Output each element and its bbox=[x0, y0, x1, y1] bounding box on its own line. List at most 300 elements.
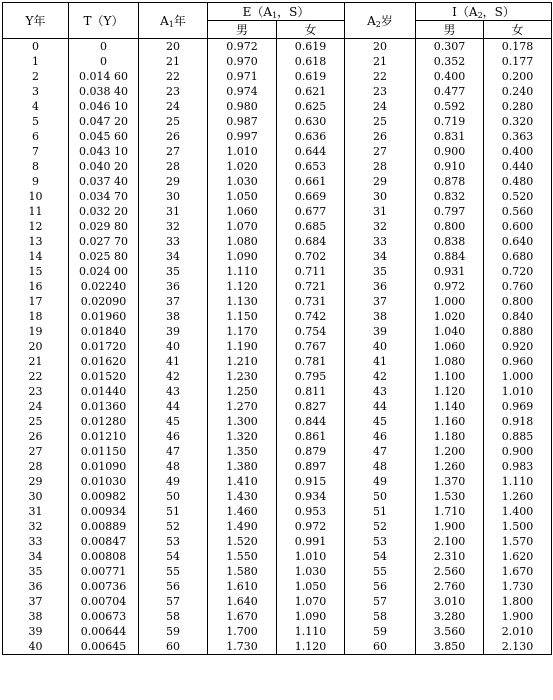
table-row bbox=[3, 159, 552, 174]
cell-t: 0.00808 bbox=[69, 549, 139, 564]
cell-a2: 41 bbox=[345, 354, 416, 369]
cell-a2: 26 bbox=[345, 129, 416, 144]
cell-i-male: 0.900 bbox=[416, 144, 484, 159]
cell-e-male: 1.670 bbox=[208, 609, 277, 624]
cell-i-male: 1.200 bbox=[416, 444, 484, 459]
cell-i-male: 3.280 bbox=[416, 609, 484, 624]
cell-e-male: 1.190 bbox=[208, 339, 277, 354]
cell-t: 0.01960 bbox=[69, 309, 139, 324]
cell-a1: 23 bbox=[139, 84, 208, 99]
cell-a2: 23 bbox=[345, 84, 416, 99]
cell-e-female: 0.972 bbox=[277, 519, 345, 534]
cell-year: 11 bbox=[3, 204, 69, 219]
cell-a2: 57 bbox=[345, 594, 416, 609]
cell-a1: 58 bbox=[139, 609, 208, 624]
cell-t: 0.024 00 bbox=[69, 264, 139, 279]
cell-i-male: 1.080 bbox=[416, 354, 484, 369]
table-row bbox=[3, 324, 552, 339]
cell-e-male: 1.350 bbox=[208, 444, 277, 459]
cell-i-female: 0.440 bbox=[484, 159, 552, 174]
cell-year: 36 bbox=[3, 579, 69, 594]
cell-a2: 40 bbox=[345, 339, 416, 354]
cell-e-female: 1.120 bbox=[277, 639, 345, 655]
cell-i-male: 0.592 bbox=[416, 99, 484, 114]
cell-e-female: 0.625 bbox=[277, 99, 345, 114]
cell-e-female: 0.621 bbox=[277, 84, 345, 99]
cell-a2: 27 bbox=[345, 144, 416, 159]
cell-a1: 46 bbox=[139, 429, 208, 444]
cell-i-male: 1.020 bbox=[416, 309, 484, 324]
cell-year: 0 bbox=[3, 39, 69, 55]
cell-t: 0.034 70 bbox=[69, 189, 139, 204]
cell-i-female: 0.800 bbox=[484, 294, 552, 309]
cell-a2: 54 bbox=[345, 549, 416, 564]
header-t: T（Y） bbox=[69, 3, 139, 39]
cell-year: 32 bbox=[3, 519, 69, 534]
cell-e-female: 1.090 bbox=[277, 609, 345, 624]
header-e-female: 女 bbox=[277, 21, 345, 39]
cell-year: 13 bbox=[3, 234, 69, 249]
cell-t: 0.00673 bbox=[69, 609, 139, 624]
cell-t: 0.00644 bbox=[69, 624, 139, 639]
cell-i-male: 0.352 bbox=[416, 54, 484, 69]
cell-t: 0.043 10 bbox=[69, 144, 139, 159]
cell-e-male: 1.050 bbox=[208, 189, 277, 204]
cell-i-male: 3.850 bbox=[416, 639, 484, 655]
table-row bbox=[3, 39, 552, 55]
cell-e-female: 0.630 bbox=[277, 114, 345, 129]
cell-t: 0.00934 bbox=[69, 504, 139, 519]
cell-i-female: 0.200 bbox=[484, 69, 552, 84]
cell-a1: 36 bbox=[139, 279, 208, 294]
cell-year: 2 bbox=[3, 69, 69, 84]
cell-e-male: 1.460 bbox=[208, 504, 277, 519]
table-row bbox=[3, 84, 552, 99]
cell-a1: 49 bbox=[139, 474, 208, 489]
cell-e-male: 1.380 bbox=[208, 459, 277, 474]
cell-a1: 45 bbox=[139, 414, 208, 429]
cell-i-male: 2.310 bbox=[416, 549, 484, 564]
cell-i-male: 0.910 bbox=[416, 159, 484, 174]
table-row bbox=[3, 174, 552, 189]
cell-a1: 40 bbox=[139, 339, 208, 354]
cell-e-female: 0.721 bbox=[277, 279, 345, 294]
cell-i-male: 0.831 bbox=[416, 129, 484, 144]
cell-year: 10 bbox=[3, 189, 69, 204]
cell-i-female: 0.760 bbox=[484, 279, 552, 294]
cell-e-female: 1.030 bbox=[277, 564, 345, 579]
cell-year: 17 bbox=[3, 294, 69, 309]
cell-a1: 37 bbox=[139, 294, 208, 309]
cell-i-male: 0.838 bbox=[416, 234, 484, 249]
cell-year: 3 bbox=[3, 84, 69, 99]
cell-i-female: 0.900 bbox=[484, 444, 552, 459]
cell-t: 0.01520 bbox=[69, 369, 139, 384]
cell-t: 0.00982 bbox=[69, 489, 139, 504]
header-a1: $A_1$年 bbox=[139, 3, 208, 39]
cell-a1: 35 bbox=[139, 264, 208, 279]
cell-i-male: 1.260 bbox=[416, 459, 484, 474]
cell-a2: 24 bbox=[345, 99, 416, 114]
table-row bbox=[3, 624, 552, 639]
cell-a2: 55 bbox=[345, 564, 416, 579]
cell-t: 0.040 20 bbox=[69, 159, 139, 174]
table-row bbox=[3, 279, 552, 294]
table-row bbox=[3, 639, 552, 655]
table-row bbox=[3, 309, 552, 324]
cell-e-male: 1.150 bbox=[208, 309, 277, 324]
cell-t: 0.014 60 bbox=[69, 69, 139, 84]
cell-a2: 32 bbox=[345, 219, 416, 234]
cell-e-female: 0.677 bbox=[277, 204, 345, 219]
cell-i-female: 1.500 bbox=[484, 519, 552, 534]
table-row bbox=[3, 384, 552, 399]
table-row bbox=[3, 99, 552, 114]
cell-i-male: 1.060 bbox=[416, 339, 484, 354]
cell-a1: 31 bbox=[139, 204, 208, 219]
cell-e-male: 1.170 bbox=[208, 324, 277, 339]
cell-i-male: 0.800 bbox=[416, 219, 484, 234]
cell-i-male: 2.560 bbox=[416, 564, 484, 579]
cell-e-male: 1.580 bbox=[208, 564, 277, 579]
cell-year: 20 bbox=[3, 339, 69, 354]
header-e-male: 男 bbox=[208, 21, 277, 39]
cell-a2: 29 bbox=[345, 174, 416, 189]
cell-i-female: 0.363 bbox=[484, 129, 552, 144]
cell-a2: 43 bbox=[345, 384, 416, 399]
table-row bbox=[3, 219, 552, 234]
cell-e-female: 0.953 bbox=[277, 504, 345, 519]
cell-i-female: 0.520 bbox=[484, 189, 552, 204]
table-row bbox=[3, 399, 552, 414]
cell-year: 29 bbox=[3, 474, 69, 489]
cell-a1: 59 bbox=[139, 624, 208, 639]
cell-a1: 50 bbox=[139, 489, 208, 504]
cell-a2: 21 bbox=[345, 54, 416, 69]
cell-t: 0.01210 bbox=[69, 429, 139, 444]
cell-a1: 53 bbox=[139, 534, 208, 549]
cell-t: 0.00704 bbox=[69, 594, 139, 609]
cell-a2: 60 bbox=[345, 639, 416, 655]
cell-a2: 34 bbox=[345, 249, 416, 264]
cell-e-male: 1.030 bbox=[208, 174, 277, 189]
cell-i-male: 0.797 bbox=[416, 204, 484, 219]
table-row bbox=[3, 549, 552, 564]
cell-e-male: 0.971 bbox=[208, 69, 277, 84]
cell-a1: 47 bbox=[139, 444, 208, 459]
table-row bbox=[3, 204, 552, 219]
cell-t: 0.02090 bbox=[69, 294, 139, 309]
cell-e-female: 0.827 bbox=[277, 399, 345, 414]
header-a2: $A_2$岁 bbox=[345, 3, 416, 39]
cell-e-male: 1.320 bbox=[208, 429, 277, 444]
cell-year: 8 bbox=[3, 159, 69, 174]
cell-year: 24 bbox=[3, 399, 69, 414]
cell-e-female: 0.636 bbox=[277, 129, 345, 144]
cell-year: 28 bbox=[3, 459, 69, 474]
cell-e-male: 1.490 bbox=[208, 519, 277, 534]
cell-i-female: 1.400 bbox=[484, 504, 552, 519]
cell-year: 27 bbox=[3, 444, 69, 459]
cell-t: 0.029 80 bbox=[69, 219, 139, 234]
cell-e-male: 1.110 bbox=[208, 264, 277, 279]
cell-i-male: 1.140 bbox=[416, 399, 484, 414]
cell-i-female: 0.177 bbox=[484, 54, 552, 69]
cell-a1: 27 bbox=[139, 144, 208, 159]
table-row bbox=[3, 144, 552, 159]
cell-e-male: 1.230 bbox=[208, 369, 277, 384]
cell-a1: 28 bbox=[139, 159, 208, 174]
cell-i-male: 2.760 bbox=[416, 579, 484, 594]
cell-e-female: 0.644 bbox=[277, 144, 345, 159]
cell-e-female: 0.702 bbox=[277, 249, 345, 264]
cell-year: 39 bbox=[3, 624, 69, 639]
cell-e-female: 0.844 bbox=[277, 414, 345, 429]
cell-year: 35 bbox=[3, 564, 69, 579]
cell-a2: 50 bbox=[345, 489, 416, 504]
cell-e-male: 1.640 bbox=[208, 594, 277, 609]
cell-a1: 24 bbox=[139, 99, 208, 114]
cell-a1: 29 bbox=[139, 174, 208, 189]
cell-i-male: 0.878 bbox=[416, 174, 484, 189]
cell-year: 30 bbox=[3, 489, 69, 504]
cell-e-male: 1.430 bbox=[208, 489, 277, 504]
cell-i-female: 2.130 bbox=[484, 639, 552, 655]
cell-e-male: 1.020 bbox=[208, 159, 277, 174]
table-row bbox=[3, 504, 552, 519]
cell-e-female: 1.050 bbox=[277, 579, 345, 594]
cell-i-female: 0.969 bbox=[484, 399, 552, 414]
cell-e-female: 0.731 bbox=[277, 294, 345, 309]
cell-e-male: 0.970 bbox=[208, 54, 277, 69]
cell-a2: 31 bbox=[345, 204, 416, 219]
cell-e-male: 1.520 bbox=[208, 534, 277, 549]
cell-a1: 55 bbox=[139, 564, 208, 579]
cell-i-male: 0.972 bbox=[416, 279, 484, 294]
table-row bbox=[3, 414, 552, 429]
cell-a2: 25 bbox=[345, 114, 416, 129]
table-row bbox=[3, 69, 552, 84]
cell-t: 0.00645 bbox=[69, 639, 139, 655]
table-row bbox=[3, 609, 552, 624]
cell-e-female: 0.795 bbox=[277, 369, 345, 384]
cell-i-male: 1.710 bbox=[416, 504, 484, 519]
cell-a2: 59 bbox=[345, 624, 416, 639]
cell-e-female: 1.110 bbox=[277, 624, 345, 639]
cell-e-male: 1.090 bbox=[208, 249, 277, 264]
cell-a2: 37 bbox=[345, 294, 416, 309]
cell-year: 7 bbox=[3, 144, 69, 159]
cell-e-male: 0.972 bbox=[208, 39, 277, 55]
cell-year: 15 bbox=[3, 264, 69, 279]
cell-a1: 57 bbox=[139, 594, 208, 609]
cell-year: 16 bbox=[3, 279, 69, 294]
cell-a2: 35 bbox=[345, 264, 416, 279]
table-row bbox=[3, 459, 552, 474]
cell-t: 0.037 40 bbox=[69, 174, 139, 189]
cell-a2: 39 bbox=[345, 324, 416, 339]
cell-e-male: 0.980 bbox=[208, 99, 277, 114]
cell-a2: 58 bbox=[345, 609, 416, 624]
cell-year: 26 bbox=[3, 429, 69, 444]
table-row bbox=[3, 129, 552, 144]
cell-i-female: 0.920 bbox=[484, 339, 552, 354]
table-row bbox=[3, 294, 552, 309]
cell-i-female: 0.680 bbox=[484, 249, 552, 264]
cell-e-female: 0.897 bbox=[277, 459, 345, 474]
cell-i-female: 0.280 bbox=[484, 99, 552, 114]
cell-year: 1 bbox=[3, 54, 69, 69]
cell-e-female: 0.685 bbox=[277, 219, 345, 234]
cell-e-male: 1.250 bbox=[208, 384, 277, 399]
cell-a1: 34 bbox=[139, 249, 208, 264]
cell-e-female: 0.669 bbox=[277, 189, 345, 204]
cell-i-male: 1.160 bbox=[416, 414, 484, 429]
cell-i-male: 1.100 bbox=[416, 369, 484, 384]
cell-a1: 42 bbox=[139, 369, 208, 384]
cell-i-male: 0.832 bbox=[416, 189, 484, 204]
cell-t: 0.01360 bbox=[69, 399, 139, 414]
header-i-female: 女 bbox=[484, 21, 552, 39]
table-row bbox=[3, 474, 552, 489]
cell-e-male: 1.060 bbox=[208, 204, 277, 219]
cell-t: 0.045 60 bbox=[69, 129, 139, 144]
cell-i-female: 0.240 bbox=[484, 84, 552, 99]
cell-i-female: 0.560 bbox=[484, 204, 552, 219]
cell-i-male: 1.370 bbox=[416, 474, 484, 489]
cell-e-male: 1.010 bbox=[208, 144, 277, 159]
cell-a1: 43 bbox=[139, 384, 208, 399]
cell-e-male: 1.120 bbox=[208, 279, 277, 294]
cell-a2: 36 bbox=[345, 279, 416, 294]
header-i-male: 男 bbox=[416, 21, 484, 39]
cell-t: 0.00736 bbox=[69, 579, 139, 594]
cell-t: 0.01720 bbox=[69, 339, 139, 354]
cell-a2: 53 bbox=[345, 534, 416, 549]
cell-e-female: 0.861 bbox=[277, 429, 345, 444]
cell-i-female: 0.640 bbox=[484, 234, 552, 249]
cell-e-female: 0.711 bbox=[277, 264, 345, 279]
cell-i-male: 3.010 bbox=[416, 594, 484, 609]
cell-i-female: 1.000 bbox=[484, 369, 552, 384]
cell-e-male: 1.700 bbox=[208, 624, 277, 639]
cell-i-male: 1.530 bbox=[416, 489, 484, 504]
cell-a2: 28 bbox=[345, 159, 416, 174]
cell-a2: 33 bbox=[345, 234, 416, 249]
cell-a1: 21 bbox=[139, 54, 208, 69]
cell-i-female: 0.320 bbox=[484, 114, 552, 129]
cell-e-male: 1.270 bbox=[208, 399, 277, 414]
cell-year: 19 bbox=[3, 324, 69, 339]
cell-e-male: 1.610 bbox=[208, 579, 277, 594]
cell-e-female: 0.754 bbox=[277, 324, 345, 339]
cell-e-female: 0.915 bbox=[277, 474, 345, 489]
cell-e-female: 0.684 bbox=[277, 234, 345, 249]
cell-year: 21 bbox=[3, 354, 69, 369]
cell-a2: 38 bbox=[345, 309, 416, 324]
cell-e-female: 0.742 bbox=[277, 309, 345, 324]
data-table bbox=[2, 2, 552, 655]
cell-e-male: 1.130 bbox=[208, 294, 277, 309]
cell-year: 37 bbox=[3, 594, 69, 609]
cell-e-male: 1.730 bbox=[208, 639, 277, 655]
cell-a1: 44 bbox=[139, 399, 208, 414]
cell-year: 33 bbox=[3, 534, 69, 549]
cell-e-female: 0.618 bbox=[277, 54, 345, 69]
cell-year: 18 bbox=[3, 309, 69, 324]
cell-a1: 22 bbox=[139, 69, 208, 84]
header-i: $I(A_2$，S） bbox=[416, 3, 552, 21]
cell-i-female: 2.010 bbox=[484, 624, 552, 639]
cell-t: 0.038 40 bbox=[69, 84, 139, 99]
cell-i-female: 1.900 bbox=[484, 609, 552, 624]
table-row bbox=[3, 444, 552, 459]
cell-i-male: 1.900 bbox=[416, 519, 484, 534]
cell-i-female: 0.960 bbox=[484, 354, 552, 369]
cell-t: 0 bbox=[69, 39, 139, 55]
cell-i-female: 1.670 bbox=[484, 564, 552, 579]
cell-a1: 54 bbox=[139, 549, 208, 564]
cell-t: 0.01030 bbox=[69, 474, 139, 489]
cell-i-male: 2.100 bbox=[416, 534, 484, 549]
table-row bbox=[3, 189, 552, 204]
cell-i-male: 0.307 bbox=[416, 39, 484, 55]
cell-i-female: 0.480 bbox=[484, 174, 552, 189]
cell-a1: 30 bbox=[139, 189, 208, 204]
cell-i-male: 1.180 bbox=[416, 429, 484, 444]
table-row bbox=[3, 339, 552, 354]
cell-i-female: 0.885 bbox=[484, 429, 552, 444]
cell-e-male: 0.974 bbox=[208, 84, 277, 99]
cell-t: 0.047 20 bbox=[69, 114, 139, 129]
cell-year: 4 bbox=[3, 99, 69, 114]
cell-i-female: 1.010 bbox=[484, 384, 552, 399]
cell-e-female: 0.767 bbox=[277, 339, 345, 354]
cell-i-male: 1.000 bbox=[416, 294, 484, 309]
cell-i-female: 1.570 bbox=[484, 534, 552, 549]
table-row bbox=[3, 354, 552, 369]
cell-year: 22 bbox=[3, 369, 69, 384]
table-body bbox=[3, 39, 552, 655]
cell-e-male: 1.410 bbox=[208, 474, 277, 489]
cell-e-male: 1.300 bbox=[208, 414, 277, 429]
cell-year: 12 bbox=[3, 219, 69, 234]
table-row bbox=[3, 429, 552, 444]
cell-i-female: 0.720 bbox=[484, 264, 552, 279]
cell-e-male: 1.550 bbox=[208, 549, 277, 564]
cell-a1: 41 bbox=[139, 354, 208, 369]
cell-year: 9 bbox=[3, 174, 69, 189]
table-row bbox=[3, 234, 552, 249]
cell-e-male: 0.987 bbox=[208, 114, 277, 129]
cell-year: 38 bbox=[3, 609, 69, 624]
cell-a1: 51 bbox=[139, 504, 208, 519]
cell-t: 0.01280 bbox=[69, 414, 139, 429]
cell-e-female: 0.653 bbox=[277, 159, 345, 174]
cell-i-female: 0.178 bbox=[484, 39, 552, 55]
cell-year: 23 bbox=[3, 384, 69, 399]
cell-t: 0.027 70 bbox=[69, 234, 139, 249]
cell-i-female: 1.730 bbox=[484, 579, 552, 594]
table-row bbox=[3, 489, 552, 504]
cell-a1: 33 bbox=[139, 234, 208, 249]
cell-a1: 20 bbox=[139, 39, 208, 55]
cell-i-male: 3.560 bbox=[416, 624, 484, 639]
cell-a2: 49 bbox=[345, 474, 416, 489]
cell-i-female: 1.110 bbox=[484, 474, 552, 489]
cell-e-male: 0.997 bbox=[208, 129, 277, 144]
cell-year: 31 bbox=[3, 504, 69, 519]
